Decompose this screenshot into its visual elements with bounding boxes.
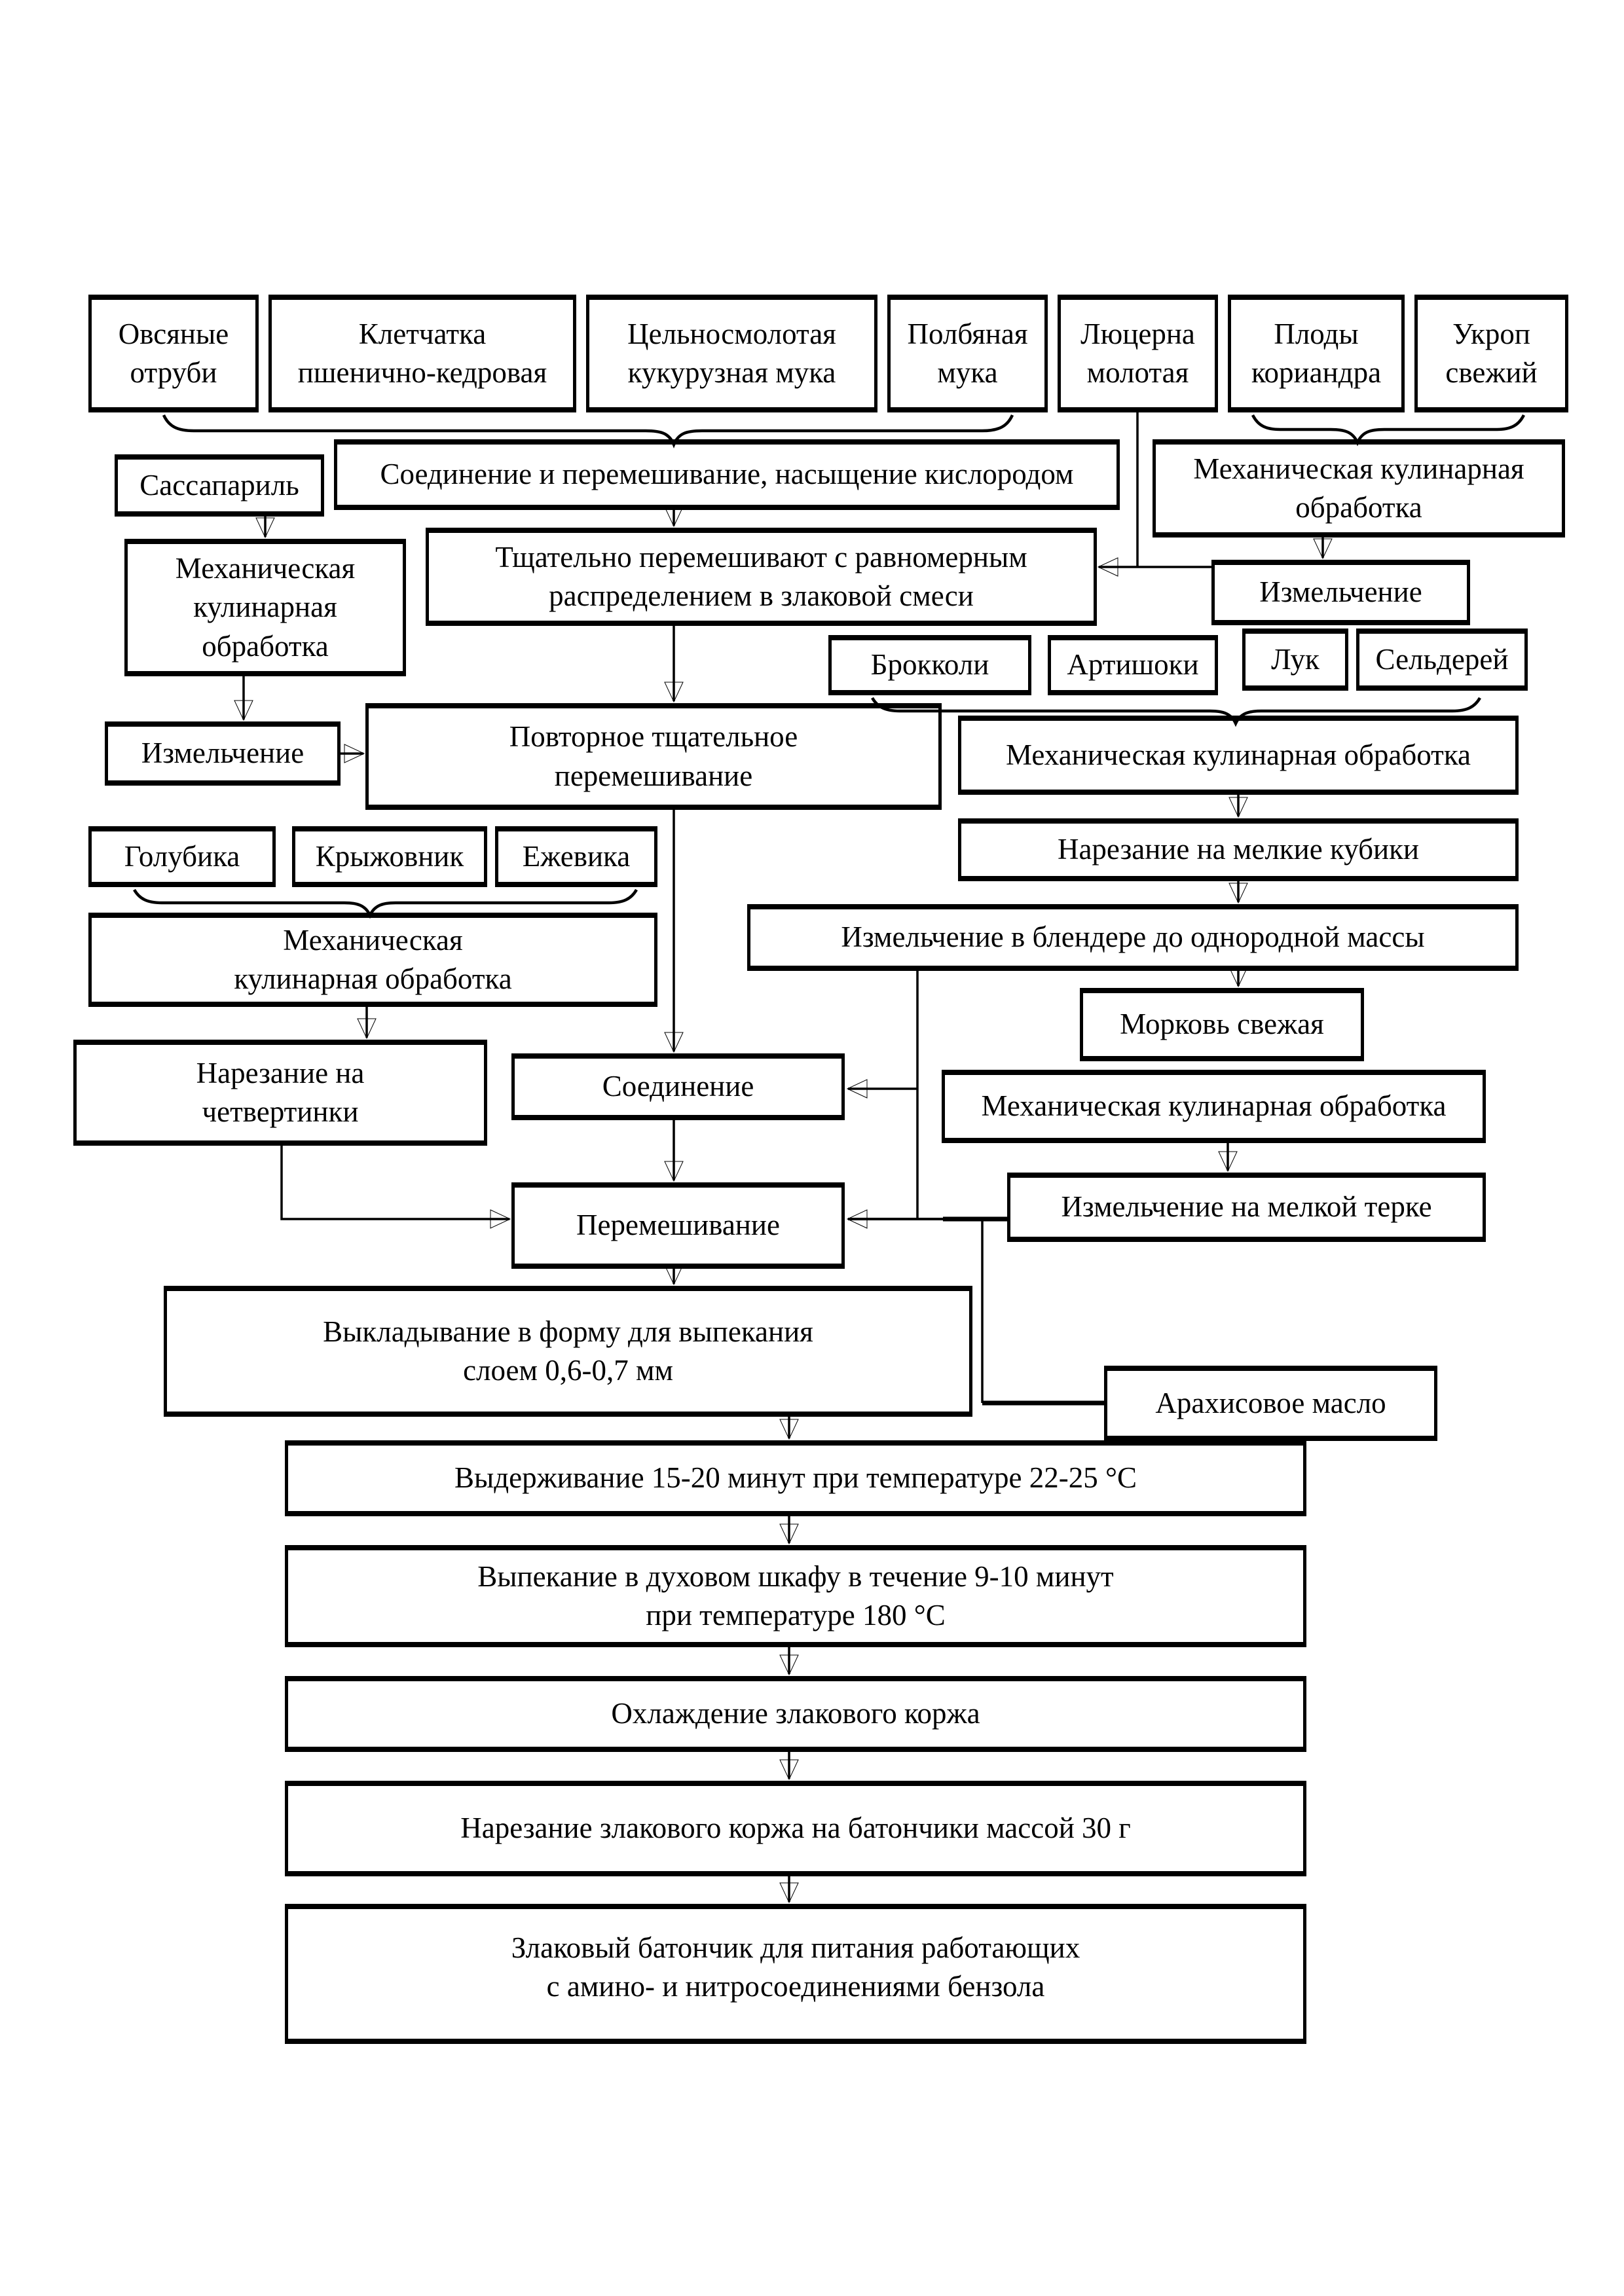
box-mech-proc-carrot: Механическая кулинарная обработка <box>942 1070 1486 1143</box>
box-peanut-butter: Арахисовое масло <box>1104 1366 1437 1441</box>
box-thorough-mix: Тщательно перемешивают с равномерным распределением в злаковой смеси <box>426 528 1097 626</box>
box-blackberry: Ежевика <box>495 826 657 887</box>
box-onion: Лук <box>1242 629 1348 691</box>
box-fine-grater: Измельчение на мелкой терке <box>1007 1173 1486 1242</box>
box-mix-oxygen: Соединение и перемешивание, насыщение кислородом <box>334 439 1120 510</box>
box-fresh-dill: Укроп свежий <box>1414 295 1568 412</box>
box-coriander-fruits: Плоды кориандра <box>1228 295 1405 412</box>
brace-herbs <box>1253 415 1524 443</box>
box-grinding-herbs: Измельчение <box>1211 560 1470 625</box>
box-mold-layout: Выкладывание в форму для выпекания слоем 0,6-0,7 мм <box>164 1286 972 1417</box>
box-joining: Соединение <box>511 1053 845 1120</box>
box-oat-bran: Овсяные отруби <box>88 295 259 412</box>
box-blender-grind: Измельчение в блендере до однородной массы <box>747 904 1519 971</box>
box-fiber: Клетчатка пшенично-кедровая <box>268 295 576 412</box>
box-mech-proc-berries: Механическая кулинарная обработка <box>88 913 657 1007</box>
box-mech-proc-herbs: Механическая кулинарная обработка <box>1153 439 1565 538</box>
box-artichokes: Артишоки <box>1048 635 1218 695</box>
box-grinding-sarsa: Измельчение <box>105 721 341 786</box>
brace-berries <box>134 890 637 915</box>
box-holding: Выдерживание 15-20 минут при температуре 22-25 °С <box>285 1440 1306 1516</box>
box-corn-flour: Цельносмолотая кукурузная мука <box>586 295 877 412</box>
box-repeat-mix: Повторное тщательное перемешивание <box>365 703 942 810</box>
box-sarsaparilla: Сассапариль <box>115 454 324 517</box>
box-mixing: Перемешивание <box>511 1182 845 1269</box>
box-mech-proc-veg: Механическая кулинарная обработка <box>958 716 1519 795</box>
box-cut-quarters: Нарезание на четвертинки <box>73 1040 487 1146</box>
box-gooseberry: Крыжовник <box>292 826 487 887</box>
box-cutting-bars: Нарезание злакового коржа на батончики массой 30 г <box>285 1781 1306 1876</box>
box-dice-cubes: Нарезание на мелкие кубики <box>958 818 1519 881</box>
box-blueberry: Голубика <box>88 826 276 887</box>
box-cooling: Охлаждение злакового коржа <box>285 1676 1306 1752</box>
box-baking: Выпекание в духовом шкафу в течение 9-10 минут при температуре 180 °С <box>285 1545 1306 1647</box>
box-mech-proc-sarsa: Механическая кулинарная обработка <box>124 539 406 676</box>
box-final-product: Злаковый батончик для питания работающих с амино- и нитросоединениями бензола <box>285 1904 1306 2044</box>
box-fresh-carrot: Морковь свежая <box>1080 988 1364 1061</box>
box-broccoli: Брокколи <box>828 635 1031 695</box>
box-celery: Сельдерей <box>1356 629 1528 691</box>
arrow-quarters-mixing <box>282 1146 509 1219</box>
box-alfalfa: Люцерна молотая <box>1058 295 1218 412</box>
box-spelt-flour: Полбяная мука <box>887 295 1048 412</box>
